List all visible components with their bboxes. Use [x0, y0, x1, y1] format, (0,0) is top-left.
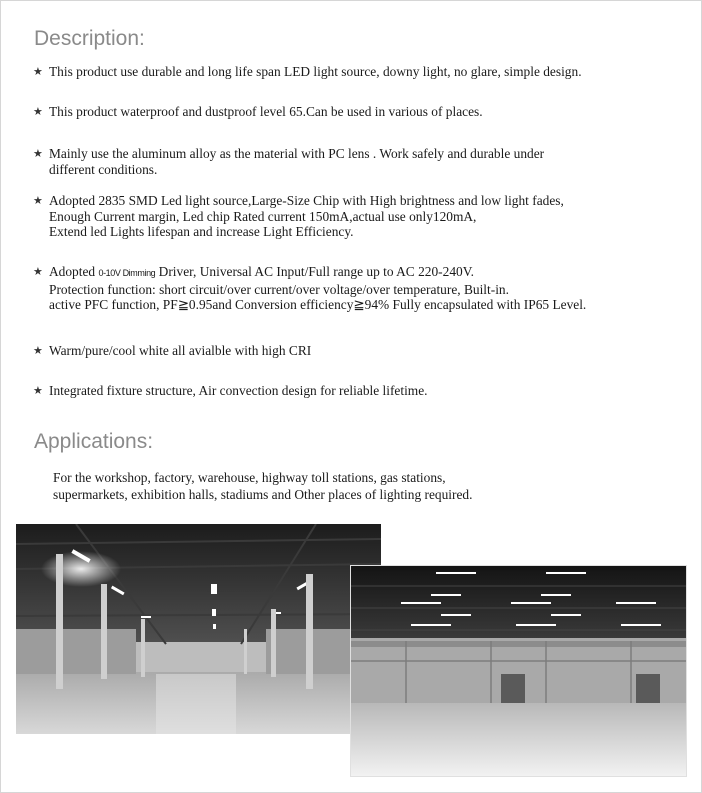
- bullet-item: [33, 383, 687, 399]
- applications-line: supermarkets, exhibition halls, stadiums and Other places of lighting required.: [53, 486, 473, 502]
- bullet-item: [33, 343, 687, 359]
- bullet-item: [33, 64, 687, 80]
- star-icon: ★: [33, 105, 43, 118]
- bullet-line: Enough Current margin, Led chip Rated current 150mA,actual use only120mA,: [49, 208, 477, 224]
- bullet-line: different conditions.: [49, 161, 158, 177]
- bullet-item: [33, 264, 687, 313]
- bullet-line: This product waterproof and dustproof level 65.Can be used in various of places.: [49, 104, 483, 119]
- bullet-text-part: Adopted: [49, 264, 99, 279]
- dimming-tag: 0-10V Dimming: [98, 268, 156, 278]
- applications-heading: Applications:: [34, 430, 154, 453]
- applications-text: [53, 470, 472, 503]
- bullet-line: Extend led Lights lifespan and increase Light Efficiency.: [49, 224, 354, 239]
- star-icon: ★: [33, 194, 43, 207]
- bullet-line: Mainly use the aluminum alloy as the material with PC lens . Work safely and durable under: [49, 146, 545, 161]
- bullet-item: [33, 193, 687, 240]
- bullet-item: [33, 104, 687, 120]
- bullet-line: Warm/pure/cool white all avialble with high CRI: [49, 343, 312, 358]
- bullet-line: active PFC function, PF≧0.95and Conversion efficiency≧94% Fully encapsulated with IP65 Level.: [49, 297, 587, 312]
- bullet-line: Adopted 2835 SMD Led light source,Large-Size Chip with High brightness and low light fades,: [49, 193, 564, 208]
- bullet-line: Protection function: short circuit/over current/over voltage/over temperature, Built-in.: [49, 281, 509, 297]
- description-heading: Description:: [34, 27, 145, 50]
- applications-line: For the workshop, factory, warehouse, highway toll stations, gas stations,: [53, 470, 446, 485]
- star-icon: ★: [33, 344, 43, 357]
- star-icon: ★: [33, 384, 43, 397]
- bullet-line: [49, 264, 687, 282]
- warehouse-photo-left: [16, 524, 381, 734]
- star-icon: ★: [33, 65, 43, 78]
- bullet-line: Integrated fixture structure, Air convection design for reliable lifetime.: [49, 383, 428, 398]
- bullet-item: [33, 146, 687, 177]
- star-icon: ★: [33, 265, 43, 278]
- star-icon: ★: [33, 147, 43, 160]
- bullet-text-part: Driver, Universal AC Input/Full range up to AC 220-240V.: [155, 264, 475, 279]
- warehouse-photo-right: [351, 566, 686, 776]
- bullet-line: This product use durable and long life span LED light source, downy light, no glare, simple design.: [49, 64, 582, 79]
